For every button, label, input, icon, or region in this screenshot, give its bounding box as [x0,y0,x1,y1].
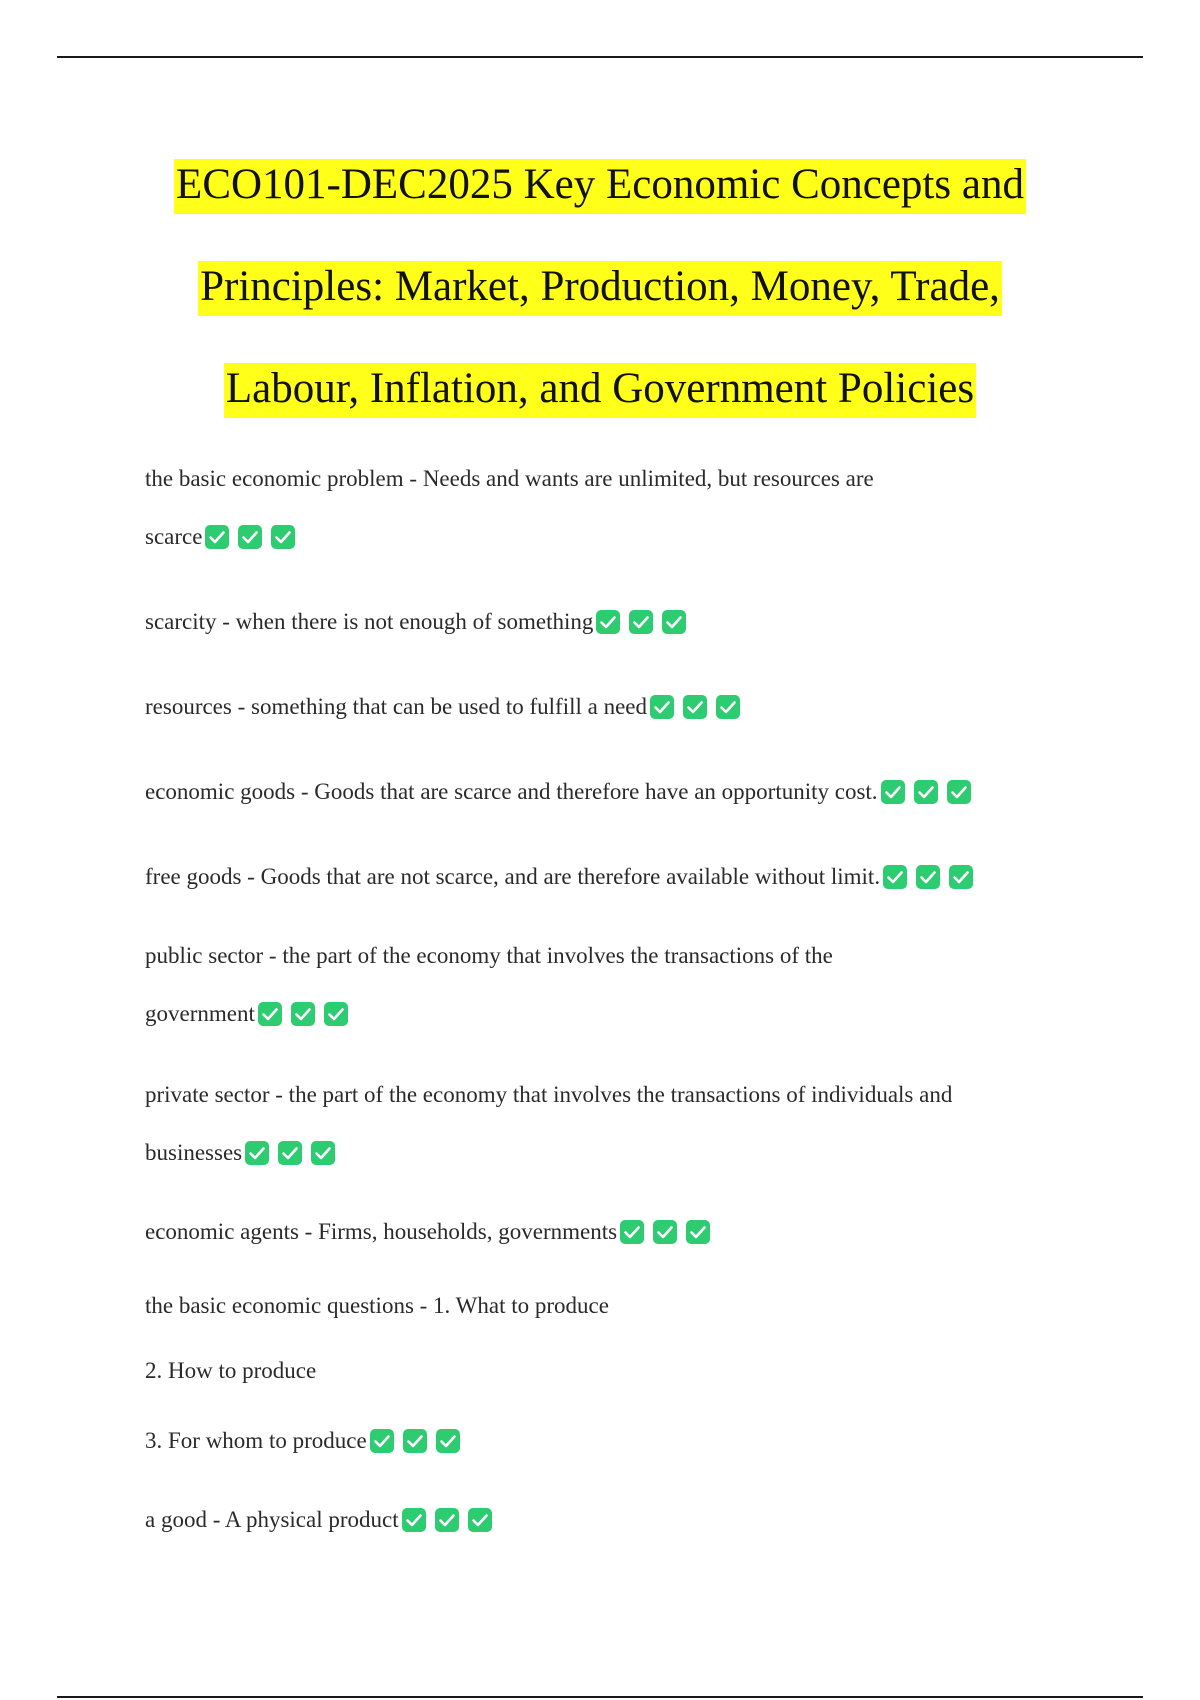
definition-line [145,940,1045,972]
definition-text: scarcity - when there is not enough of something [145,609,594,634]
check-marks [205,525,304,557]
definition-text: public sector - the part of the economy that involves the transactions of the [145,943,833,968]
definition-entry [145,776,1045,812]
definition-line [145,1216,1045,1252]
definition-line [145,861,1045,897]
check-mark-icon [245,1141,269,1165]
check-mark-icon [324,1002,348,1026]
check-mark-icon [650,695,674,719]
check-mark-icon [238,525,262,549]
check-mark-icon [716,695,740,719]
definition-line [145,1504,1045,1540]
check-marks [596,610,695,642]
definition-line [145,1079,1045,1111]
title-line: ECO101-DEC2025 Key Economic Concepts and [100,134,1100,236]
definition-text: a good - A physical product [145,1507,399,1532]
check-marks [620,1220,719,1252]
check-mark-icon [653,1220,677,1244]
term-definition-list [145,463,1045,1580]
definition-line [145,776,1045,812]
definition-entry [145,1425,1045,1461]
definition-text: 2. How to produce [145,1358,317,1383]
definition-line [145,1137,1045,1173]
definition-entry [145,1216,1045,1252]
check-marks [258,1002,357,1034]
check-mark-icon [311,1141,335,1165]
check-mark-icon [629,610,653,634]
check-mark-icon [949,865,973,889]
definition-text: economic goods - Goods that are scarce and therefore have an opportunity cost. [145,779,878,804]
top-rule [57,56,1143,58]
check-marks [883,865,982,897]
definition-entry [145,463,1045,557]
check-mark-icon [683,695,707,719]
check-mark-icon [596,610,620,634]
check-mark-icon [883,865,907,889]
definition-line [145,606,1045,642]
definition-entry [145,691,1045,727]
check-mark-icon [468,1508,492,1532]
check-mark-icon [258,1002,282,1026]
definition-text: free goods - Goods that are not scarce, and are therefore available without limit. [145,864,881,889]
check-marks [402,1508,501,1540]
check-mark-icon [278,1141,302,1165]
definition-text: economic agents - Firms, households, governments [145,1219,618,1244]
definition-text: private sector - the part of the economy that involves the transactions of individuals and [145,1082,953,1107]
definition-line [145,521,1045,557]
check-marks [370,1429,469,1461]
definition-entry [145,1290,1045,1322]
check-mark-icon [402,1508,426,1532]
definition-line [145,1355,1045,1387]
definition-text: the basic economic problem - Needs and wants are unlimited, but resources are [145,466,874,491]
definition-text: the basic economic questions - 1. What to produce [145,1293,609,1318]
bottom-rule [57,1696,1143,1698]
definition-text: government [145,1001,255,1026]
definition-entry [145,1504,1045,1540]
title-line: Principles: Market, Production, Money, Trade, [100,236,1100,338]
check-mark-icon [686,1220,710,1244]
check-mark-icon [291,1002,315,1026]
definition-line [145,1290,1045,1322]
definition-line [145,998,1045,1034]
check-mark-icon [403,1429,427,1453]
check-marks [881,780,980,812]
definition-text: businesses [145,1140,243,1165]
check-mark-icon [916,865,940,889]
check-mark-icon [436,1429,460,1453]
definition-entry [145,1079,1045,1173]
definition-entry [145,606,1045,642]
definition-entry [145,861,1045,897]
check-mark-icon [620,1220,644,1244]
document-title [100,134,1100,440]
check-mark-icon [435,1508,459,1532]
check-mark-icon [914,780,938,804]
definition-line [145,1425,1045,1461]
check-mark-icon [881,780,905,804]
check-marks [650,695,749,727]
check-mark-icon [271,525,295,549]
definition-text: scarce [145,524,203,549]
check-mark-icon [370,1429,394,1453]
title-line: Labour, Inflation, and Government Policies [100,338,1100,440]
definition-entry [145,940,1045,1034]
check-marks [245,1141,344,1173]
definition-line [145,463,1045,495]
definition-text: resources - something that can be used to fulfill a need [145,694,648,719]
definition-line [145,691,1045,727]
check-mark-icon [205,525,229,549]
check-mark-icon [947,780,971,804]
check-mark-icon [662,610,686,634]
definition-text: 3. For whom to produce [145,1428,367,1453]
definition-entry [145,1355,1045,1387]
